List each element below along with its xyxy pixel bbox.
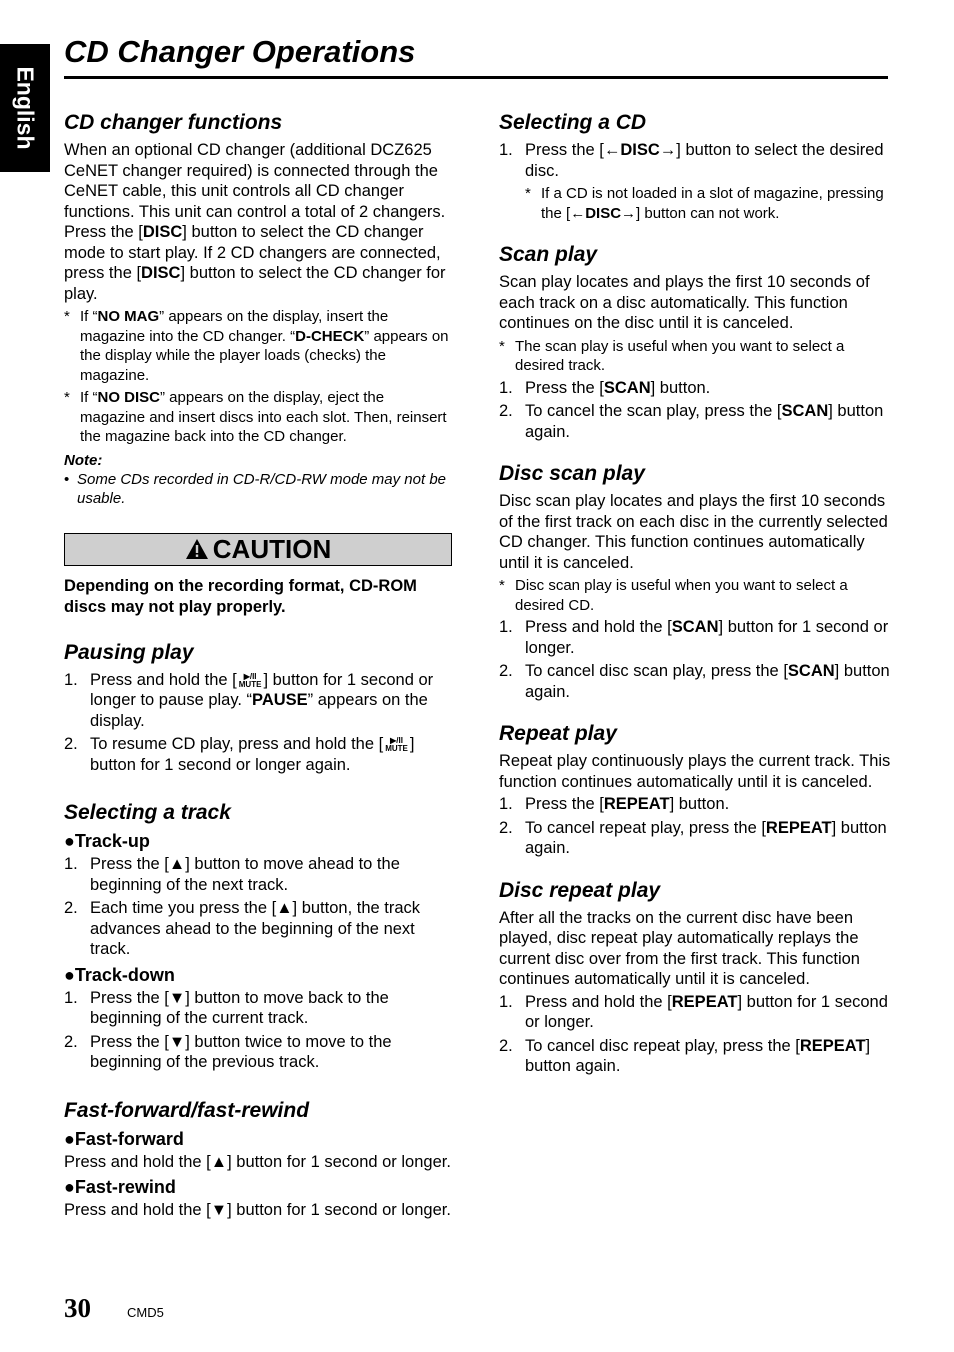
note-no-disc: * If “NO DISC” appears on the display, eject the magazine and insert discs into each slot. Then, reinsert the magazine back into the CD changer.	[64, 389, 447, 445]
down-arrow-icon: ▼	[168, 988, 186, 1007]
fast-rewind-label: ●Fast-rewind	[64, 1177, 176, 1197]
repeat-steps	[499, 794, 891, 859]
play-mute-icon: ▶/II MUTE	[385, 736, 408, 753]
list-item: 2. Each time you press the [▲] button, the track advances ahead to the beginning of the next track.	[64, 899, 421, 958]
heading-selecting-track: Selecting a track	[64, 801, 231, 824]
left-column	[64, 110, 452, 1221]
functions-paragraph-2: Press the [DISC] button to select the CD changer mode to start play. If 2 CD changers are connected, press the [DISC] button to select the CD changer for play.	[64, 223, 446, 303]
list-item: 1. Press and hold the [ ▶/II MUTE ] button for 1 second or longer to pause play. “PAUSE” appears on the display.	[64, 670, 434, 730]
caution-label: CAUTION	[212, 533, 332, 564]
up-arrow-icon: ▲	[276, 899, 293, 917]
track-up-label: ●Track-up	[64, 831, 150, 851]
heading-disc-scan-play: Disc scan play	[499, 462, 645, 485]
down-arrow-icon: ▼	[210, 1201, 228, 1219]
list-item: 2. To resume CD play, press and hold the [ ▶/II MUTE ] button for 1 second or longer again.	[64, 735, 415, 774]
functions-paragraph-1: When an optional CD changer (additional DCZ625 CeNET changer required) is connected through the CeNET cable, this unit controls all CD changer functions. This unit can control a total of 2 changers.	[64, 141, 446, 221]
list-item: 1. Press the [SCAN] button.	[499, 378, 711, 397]
down-arrow-icon: ▼	[168, 1032, 186, 1051]
pausing-steps	[64, 670, 452, 776]
model-code: CMD5	[127, 1305, 164, 1320]
scan-paragraph: Scan play locates and plays the first 10 seconds of each track on a disc automatically. This function continues on the disc until it is canceled.	[499, 273, 870, 332]
language-tab	[0, 44, 50, 172]
list-item: 1. Press the [REPEAT] button.	[499, 795, 730, 813]
track-down-label: ●Track-down	[64, 964, 175, 985]
disc-scan-paragraph: Disc scan play locates and plays the first 10 seconds of the first track on each disc in the currently selected CD changer. This function continues automatically until it is canceled.	[499, 492, 888, 572]
list-item: 1. Press the [▼] button to move back to the beginning of the current track.	[64, 988, 389, 1027]
bullet-icon: ●	[64, 831, 75, 851]
caution-banner	[64, 533, 452, 566]
play-mute-icon: ▶/II MUTE	[238, 671, 262, 689]
selecting-cd-steps	[499, 140, 891, 223]
list-item: 2. To cancel disc scan play, press the [SCAN] button again.	[499, 662, 890, 701]
heading-cd-changer-functions: CD changer functions	[64, 111, 283, 134]
title-rule	[64, 76, 888, 79]
warning-icon	[185, 538, 209, 560]
heading-scan-play: Scan play	[499, 243, 598, 266]
note-label: Note:	[64, 451, 103, 469]
note-no-mag: * If “NO MAG” appears on the display, insert the magazine into the CD changer. “D-CHECK” appears on the display while the player loads (checks) the magazine.	[64, 308, 449, 384]
up-arrow-icon: ▲	[210, 1152, 228, 1171]
heading-selecting-cd: Selecting a CD	[499, 111, 647, 134]
up-arrow-icon: ▲	[168, 855, 186, 873]
note-disc-scan: * Disc scan play is useful when you want to select a desired CD.	[499, 577, 848, 614]
list-item: 1. Press and hold the [SCAN] button for 1 second or longer.	[499, 618, 889, 657]
disc-repeat-paragraph: After all the tracks on the current disc have been played, disc repeat play automatically replays the current disc over from the first track. This function continues automatically until it is canceled.	[499, 908, 860, 988]
bullet-icon: ●	[64, 964, 75, 985]
list-item: 1. Press and hold the [REPEAT] button for 1 second or longer.	[499, 992, 888, 1031]
list-item: 2. To cancel disc repeat play, press the [REPEAT] button again.	[499, 1036, 871, 1075]
list-item: 1. Press the [←DISC→] button to select the desired disc. * If a CD is not loaded in a slot of magazine, pressing the [←DISC→] button can not work.	[499, 140, 891, 223]
fast-rewind-text: Press and hold the [▼] button for 1 second or longer.	[64, 1201, 451, 1219]
disc-repeat-steps	[499, 992, 891, 1077]
page-number: 30	[64, 1293, 91, 1323]
track-down-steps	[64, 988, 452, 1073]
page-title: CD Changer Operations	[64, 34, 416, 69]
list-item: 1. Press the [▲] button to move ahead to the beginning of the next track.	[64, 855, 400, 894]
list-item: 2. To cancel repeat play, press the [REPEAT] button again.	[499, 818, 887, 857]
heading-pausing-play: Pausing play	[64, 640, 194, 664]
note-selecting-cd: * If a CD is not loaded in a slot of magazine, pressing the [←DISC→] button can not work.	[525, 185, 884, 222]
list-item: 2. To cancel the scan play, press the [SCAN] button again.	[499, 402, 884, 441]
heading-repeat-play: Repeat play	[499, 722, 617, 745]
fast-forward-label: ●Fast-forward	[64, 1128, 184, 1149]
fast-forward-text: Press and hold the [▲] button for 1 second or longer.	[64, 1152, 451, 1171]
list-item: 2. Press the [▼] button twice to move to the beginning of the previous track.	[64, 1032, 392, 1071]
right-column	[499, 110, 891, 1080]
note-item: • Some CDs recorded in CD-R/CD-RW mode may not be usable.	[64, 470, 447, 507]
bullet-icon: ●	[64, 1177, 75, 1197]
heading-disc-repeat-play: Disc repeat play	[499, 878, 661, 902]
language-tab-label: English	[12, 66, 39, 150]
bullet-icon: ●	[64, 1128, 75, 1149]
track-up-steps	[64, 854, 452, 960]
repeat-paragraph: Repeat play continuously plays the current track. This function continues automatically until it is canceled.	[499, 752, 891, 791]
scan-steps	[499, 378, 891, 443]
caution-text: Depending on the recording format, CD-ROM discs may not play properly.	[64, 576, 417, 616]
heading-fast-forward-rewind: Fast-forward/fast-rewind	[64, 1098, 310, 1122]
disc-scan-steps	[499, 617, 891, 702]
note-scan: * The scan play is useful when you want to select a desired track.	[499, 337, 845, 374]
